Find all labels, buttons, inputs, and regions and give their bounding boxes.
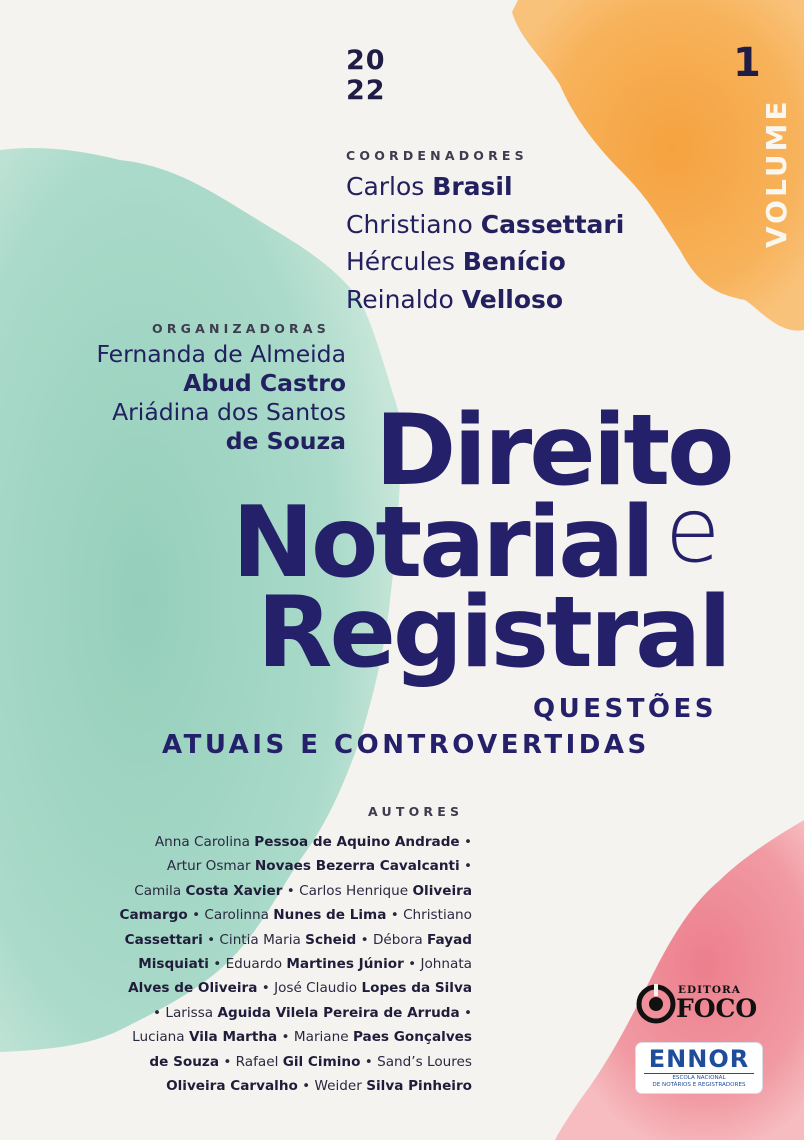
editora-foco-logo [636, 982, 762, 1026]
coordenador-name: Reinaldo Velloso [346, 284, 564, 314]
editora-text: EDITORA [678, 984, 741, 996]
autores-label: AUTORES [368, 804, 464, 819]
organizadoras-label: ORGANIZADORAS [152, 321, 330, 336]
autores-line: Alves de Oliveira • José Claudio Lopes da Silva [128, 980, 472, 997]
title-line-2: Notarial [232, 486, 652, 600]
title-line-3: Registral [257, 576, 729, 690]
coordenador-name: Christiano Cassettari [346, 209, 625, 239]
ennor-subtitle-line: ESCOLA NACIONAL [672, 1075, 726, 1081]
volume-label: VOLUME [760, 98, 793, 248]
organizadora-line: de Souza [225, 427, 346, 455]
coordenador-name: Carlos Brasil [346, 172, 513, 201]
ennor-divider [644, 1073, 754, 1074]
autores-line: de Souza • Rafael Gil Cimino • Sand’s Loures [149, 1053, 472, 1070]
autores-line: Camargo • Carolinna Nunes de Lima • Christiano [119, 907, 472, 924]
title-line-1: Direito [375, 394, 732, 508]
volume-number: 1 [733, 40, 761, 86]
coordenadores-list [346, 168, 666, 318]
autores-line: Cassettari • Cintia Maria Scheid • Débora Fayad [124, 931, 472, 948]
autores-line: Anna Carolina Pessoa de Aquino Andrade • [154, 834, 472, 850]
ennor-logo [636, 1043, 762, 1093]
coordenadores-label: COORDENADORES [346, 148, 528, 163]
organizadora-line: Fernanda de Almeida [96, 340, 346, 368]
autores-line: Camila Costa Xavier • Carlos Henrique Oliveira [134, 882, 472, 899]
autores-line: • Larissa Aguida Vilela Pereira de Arruda • [153, 1004, 472, 1021]
subtitle-line-2: ATUAIS E CONTROVERTIDAS [162, 730, 650, 760]
ennor-subtitle-line: DE NOTÁRIOS E REGISTRADORES [652, 1082, 746, 1088]
year-bottom: 22 [346, 75, 386, 106]
autores-line: Artur Osmar Novaes Bezerra Cavalcanti • [166, 858, 472, 875]
organizadora-line: Abud Castro [183, 369, 346, 397]
foco-text: FOCO [676, 994, 758, 1023]
title-connector: e [665, 478, 721, 583]
year-top: 20 [346, 45, 386, 76]
ennor-name: ENNOR [648, 1045, 750, 1073]
organizadora-line: Ariádina dos Santos [112, 398, 346, 426]
autores-list [112, 830, 472, 1098]
ennor-subtitle [640, 1075, 758, 1089]
autores-line: Oliveira Carvalho • Weider Silva Pinheiro [166, 1078, 472, 1095]
autores-line: Luciana Vila Martha • Mariane Paes Gonçalves [132, 1029, 472, 1046]
coordenador-name: Hércules Benício [346, 247, 566, 276]
publication-year [346, 46, 386, 106]
autores-line: Misquiati • Eduardo Martines Júnior • Johnata [138, 956, 472, 973]
organizadoras-list [30, 340, 346, 456]
subtitle-line-1: QUESTÕES [533, 694, 718, 724]
foco-icon [636, 984, 676, 1024]
